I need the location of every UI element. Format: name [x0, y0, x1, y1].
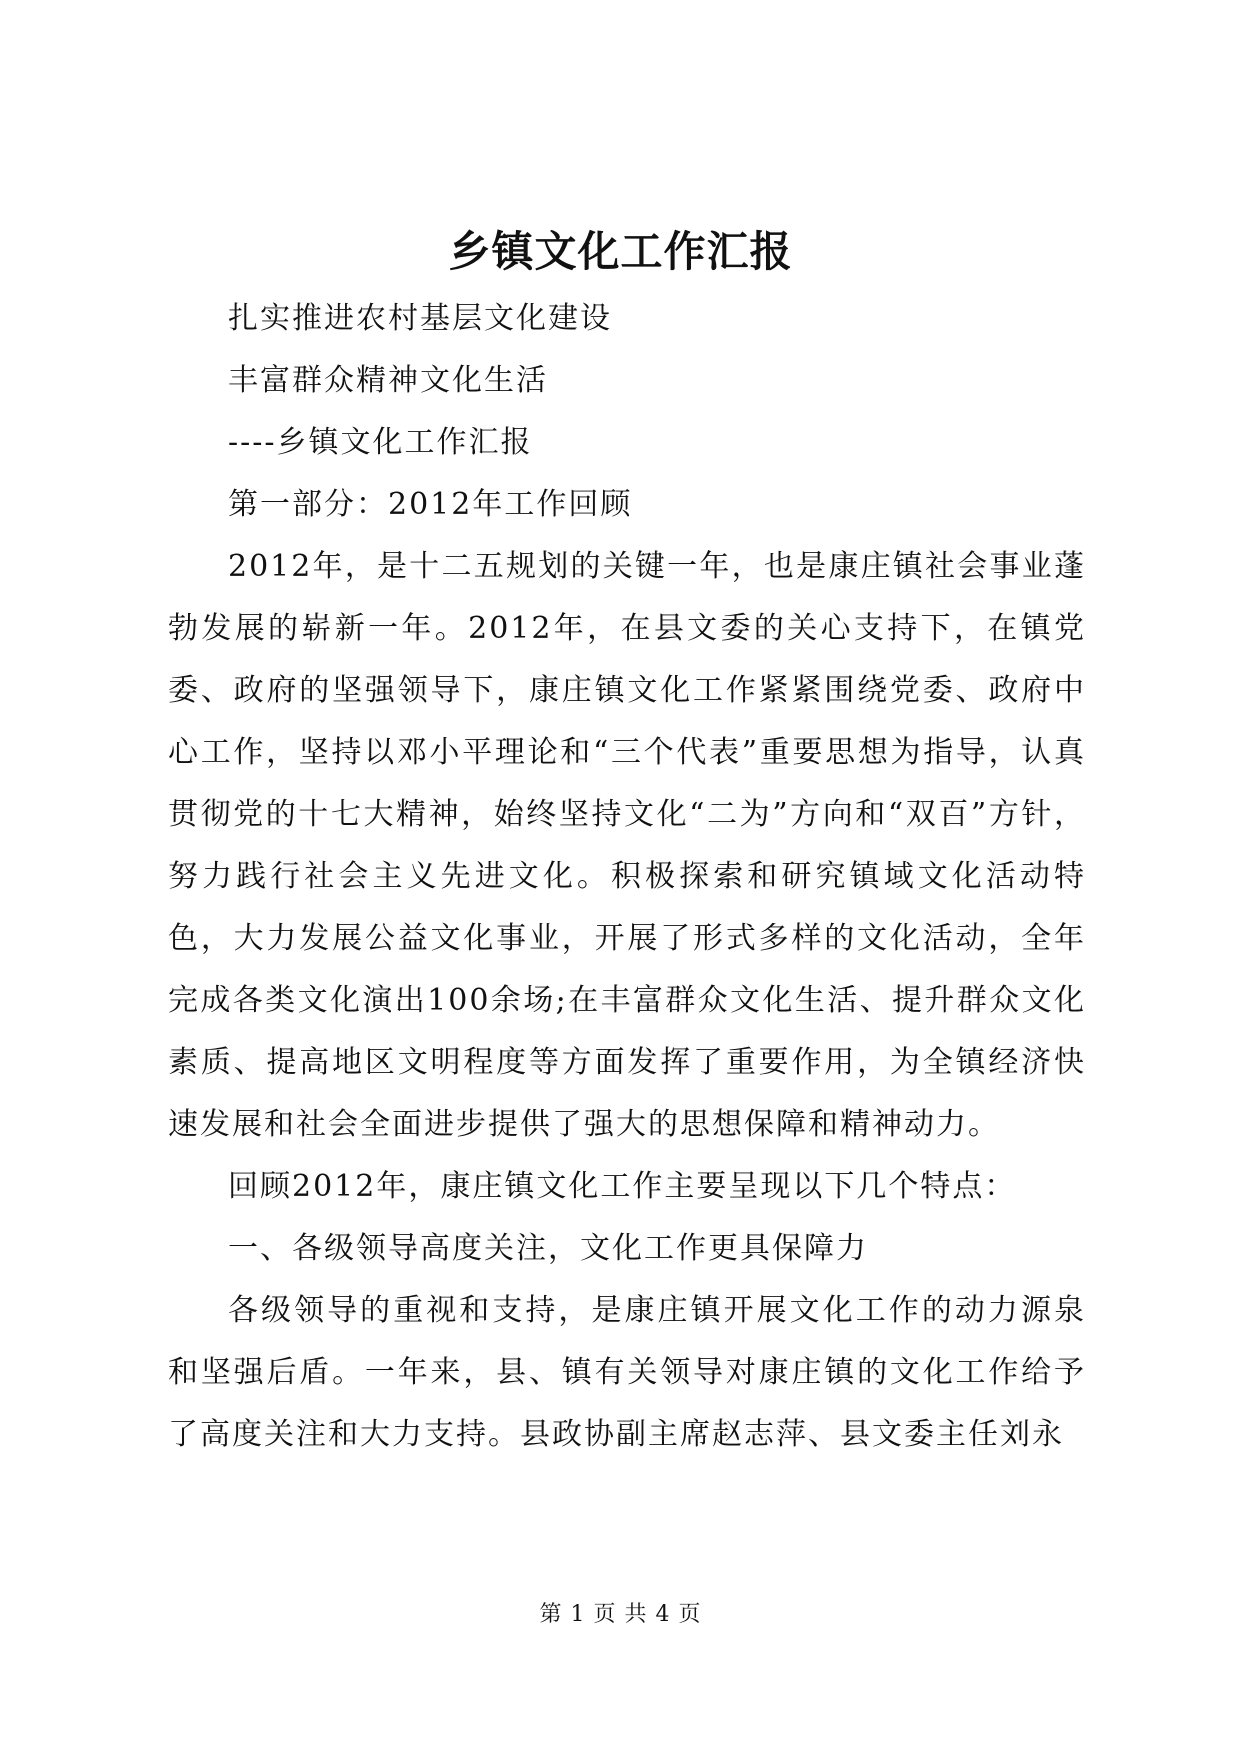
subsection-heading: 一、各级领导高度关注，文化工作更具保障力 — [228, 1231, 868, 1266]
body-paragraph: 各级领导的重视和支持，是康庄镇开展文化工作的动力源泉和坚强后盾。一年来，县、镇有关领导对康庄镇的文化工作给予了高度关注和大力支持。县政协副主席赵志萍、县文委主任刘永 — [168, 1293, 1086, 1452]
body-paragraph: 回顾2012年，康庄镇文化工作主要呈现以下几个特点： — [228, 1169, 1017, 1204]
subtitle-line-3: ----乡镇文化工作汇报 — [228, 425, 533, 460]
document-title: 乡镇文化工作汇报 — [448, 227, 793, 276]
section-heading: 第一部分：2012年工作回顾 — [228, 487, 633, 522]
subtitle-line-2: 丰富群众精神文化生活 — [228, 363, 548, 398]
page-number: 第 1 页 共 4 页 — [539, 1602, 702, 1627]
body-paragraph: 2012年，是十二五规划的关键一年，也是康庄镇社会事业蓬勃发展的崭新一年。2012年，在县文委的关心支持下，在镇党委、政府的坚强领导下，康庄镇文化工作紧紧围绕党委、政府中心工作，坚持以邓小平理论和“三个代表”重要思想为指导，认真贯彻党的十七大精神，始终坚持文化“二为”方向和“双百”方针，努力践行社会主义先进文化。积极探索和研究镇域文化活动特色，大力发展公益文化事业，开展了形式多样的文化活动，全年完成各类文化演出100余场;在丰富群众文化生活、提升群众文化素质、提高地区文明程度等方面发挥了重要作用，为全镇经济快速发展和社会全面进步提供了强大的思想保障和精神动力。 — [168, 549, 1086, 1142]
subtitle-line-1: 扎实推进农村基层文化建设 — [228, 301, 612, 336]
document-body — [168, 288, 1086, 1466]
